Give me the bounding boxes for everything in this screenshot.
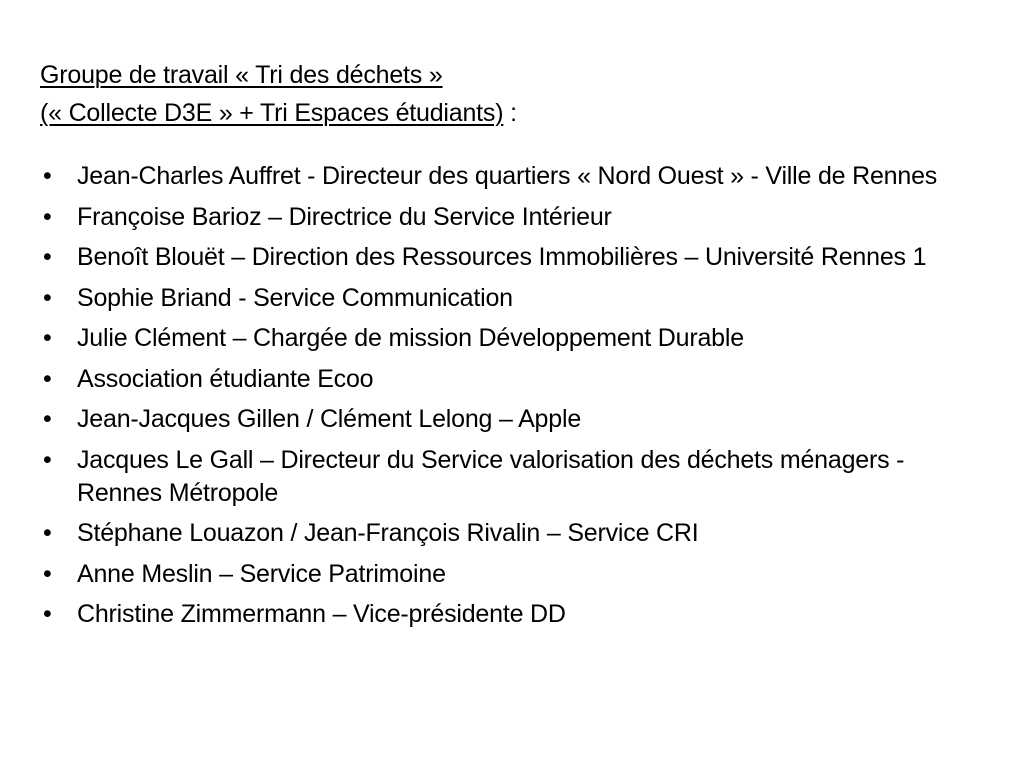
bullet-icon: •	[43, 162, 52, 190]
list-item	[40, 517, 990, 550]
list-item-text: Association étudiante Ecoo	[77, 364, 374, 393]
bullet-icon: •	[43, 202, 52, 231]
list-item	[40, 598, 990, 631]
list-item	[40, 558, 990, 591]
bullet-icon: •	[43, 243, 52, 271]
slide-heading	[40, 56, 980, 132]
bullet-icon: •	[43, 364, 52, 393]
list-item-text: Sophie Briand - Service Communication	[77, 283, 513, 312]
list-item-text: Anne Meslin – Service Patrimoine	[77, 559, 446, 588]
list-item	[40, 282, 990, 315]
bullet-icon: •	[43, 405, 52, 433]
heading-title: Groupe de travail « Tri des déchets »	[40, 61, 443, 89]
bullet-icon: •	[43, 519, 52, 547]
bullet-icon: •	[43, 324, 52, 352]
heading-subtitle: (« Collecte D3E » + Tri Espaces étudiants)	[40, 99, 504, 127]
heading-line-1	[40, 56, 980, 94]
list-item	[40, 201, 990, 234]
members-list	[40, 160, 990, 639]
list-item-text: Françoise Barioz – Directrice du Service Intérieur	[77, 202, 612, 231]
list-item-text: Julie Clément – Chargée de mission Développement Durable	[77, 324, 744, 352]
bullet-icon: •	[43, 600, 52, 628]
list-item	[40, 363, 990, 396]
bullet-icon: •	[43, 559, 52, 588]
bullet-icon: •	[43, 445, 52, 474]
list-item-text: Jacques Le Gall – Directeur du Service valorisation des déchets ménagers - Rennes Métropole	[77, 445, 905, 507]
bullet-icon: •	[43, 283, 52, 312]
list-item-text: Christine Zimmermann – Vice-présidente DD	[77, 600, 566, 628]
list-item	[40, 241, 990, 274]
list-item	[40, 160, 990, 193]
list-item	[40, 403, 990, 436]
heading-line-2	[40, 94, 980, 132]
heading-colon: :	[503, 99, 517, 127]
list-item-text: Stéphane Louazon / Jean-François Rivalin – Service CRI	[77, 519, 699, 547]
list-item-text: Jean-Jacques Gillen / Clément Lelong – Apple	[77, 405, 582, 433]
list-item	[40, 322, 990, 355]
list-item-text: Jean-Charles Auffret - Directeur des quartiers « Nord Ouest » - Ville de Rennes	[77, 162, 938, 190]
list-item-text: Benoît Blouët – Direction des Ressources Immobilières – Université Rennes 1	[77, 243, 927, 271]
list-item	[40, 444, 990, 510]
